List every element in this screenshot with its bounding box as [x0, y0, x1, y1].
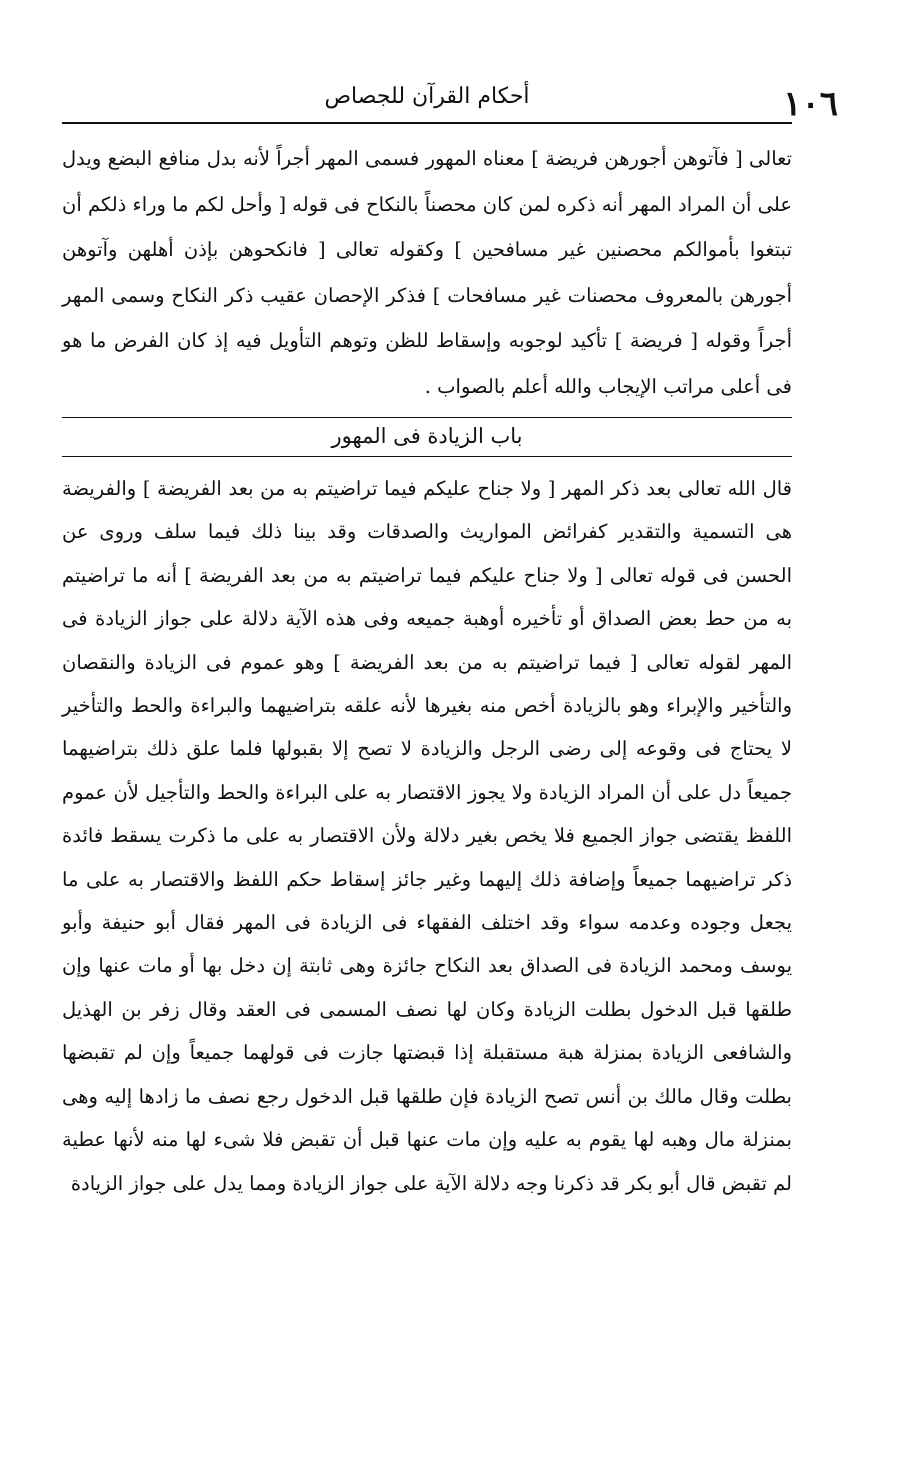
paragraph-1: تعالى [ فآتوهن أجورهن فريضة ] معناه المهور فسمى المهر أجراً لأنه بدل منافع البضع ويدل على أن المراد المهر أنه ذكره لمن كان محصناً بالنكاح فى قوله [ وأحل لكم ما وراء ذلكم أن تبتغوا بأموالكم محصنين غير مسافحين ] وكقوله تعالى [ فانكحوهن بإذن أهلهن وآتوهن أجورهن بالمعروف محصنات غير مسافحات ] فذكر الإحصان عقيب ذكر النكاح وسمى المهر أجراً وقوله [ فريضة ] تأكيد لوجوبه وإسقاط للظن وتوهم التأويل فيه إذ كان الفرض ما هو فى أعلى مراتب الإيجاب والله أعلم بالصواب .	[62, 147, 792, 398]
book-page	[62, 78, 838, 1378]
section-heading: باب الزيادة فى المهور	[331, 424, 523, 448]
page-number: ١٠٦	[783, 84, 838, 124]
section-header	[62, 417, 792, 457]
page-header	[62, 78, 838, 124]
paragraph-2: قال الله تعالى بعد ذكر المهر [ ولا جناح عليكم فيما تراضيتم به من بعد الفريضة ] والفريضة هى التسمية والتقدير كفرائض المواريث والصدقات وقد بينا ذلك فيما سلف وروى عن الحسن فى قوله تعالى [ ولا جناح عليكم فيما تراضيتم به من بعد الفريضة ] أنه ما تراضيتم به من حط بعض الصداق أو تأخيره أوهبة جميعه وفى هذه الآية دلالة على جواز الزيادة فى المهر لقوله تعالى [ فيما تراضيتم به من بعد الفريضة ] وهو عموم فى الزيادة والنقصان والتأخير والإبراء وهو بالزيادة أخص منه بغيرها لأنه علقه بتراضيهما والبراءة والحط والتأخير لا يحتاج فى وقوعه إلى رضى الرجل والزيادة لا تصح إلا بقبولها فلما علق ذلك بتراضيهما جميعاً دل على أن المراد الزيادة ولا يجوز الاقتصار به على البراءة والحط والتأجيل لأن عموم اللفظ يقتضى جواز الجميع فلا يخص بغير دلالة ولأن الاقتصار به على ما ذكرت يسقط فائدة ذكر تراضيهما جميعاً وإضافة ذلك إليهما وغير جائز إسقاط حكم اللفظ والاقتصار به على ما يجعل وجوده وعدمه سواء وقد اختلف الفقهاء فى الزيادة فى المهر فقال أبو حنيفة وأبو يوسف ومحمد الزيادة فى الصداق بعد النكاح جائزة وهى ثابتة إن دخل بها أو مات عنها وإن طلقها قبل الدخول بطلت الزيادة وكان لها نصف المسمى فى العقد وقال زفر بن الهذيل والشافعى الزيادة بمنزلة هبة مستقبلة إذا قبضتها جازت فى قولهما جميعاً وإن لم تقبضها بطلت وقال مالك بن أنس تصح الزيادة فإن طلقها قبل الدخول رجع نصف ما زادها إليه وهى بمنزلة مال وهبه لها يقوم به عليه وإن مات عنها قبل أن تقبض فلا شىء لها منه لأنها عطية لم تقبض قال أبو بكر قد ذكرنا وجه دلالة الآية على جواز الزيادة ومما يدل على جواز الزيادة	[62, 477, 792, 1195]
running-title: أحكام القرآن للجصاص	[324, 84, 530, 109]
